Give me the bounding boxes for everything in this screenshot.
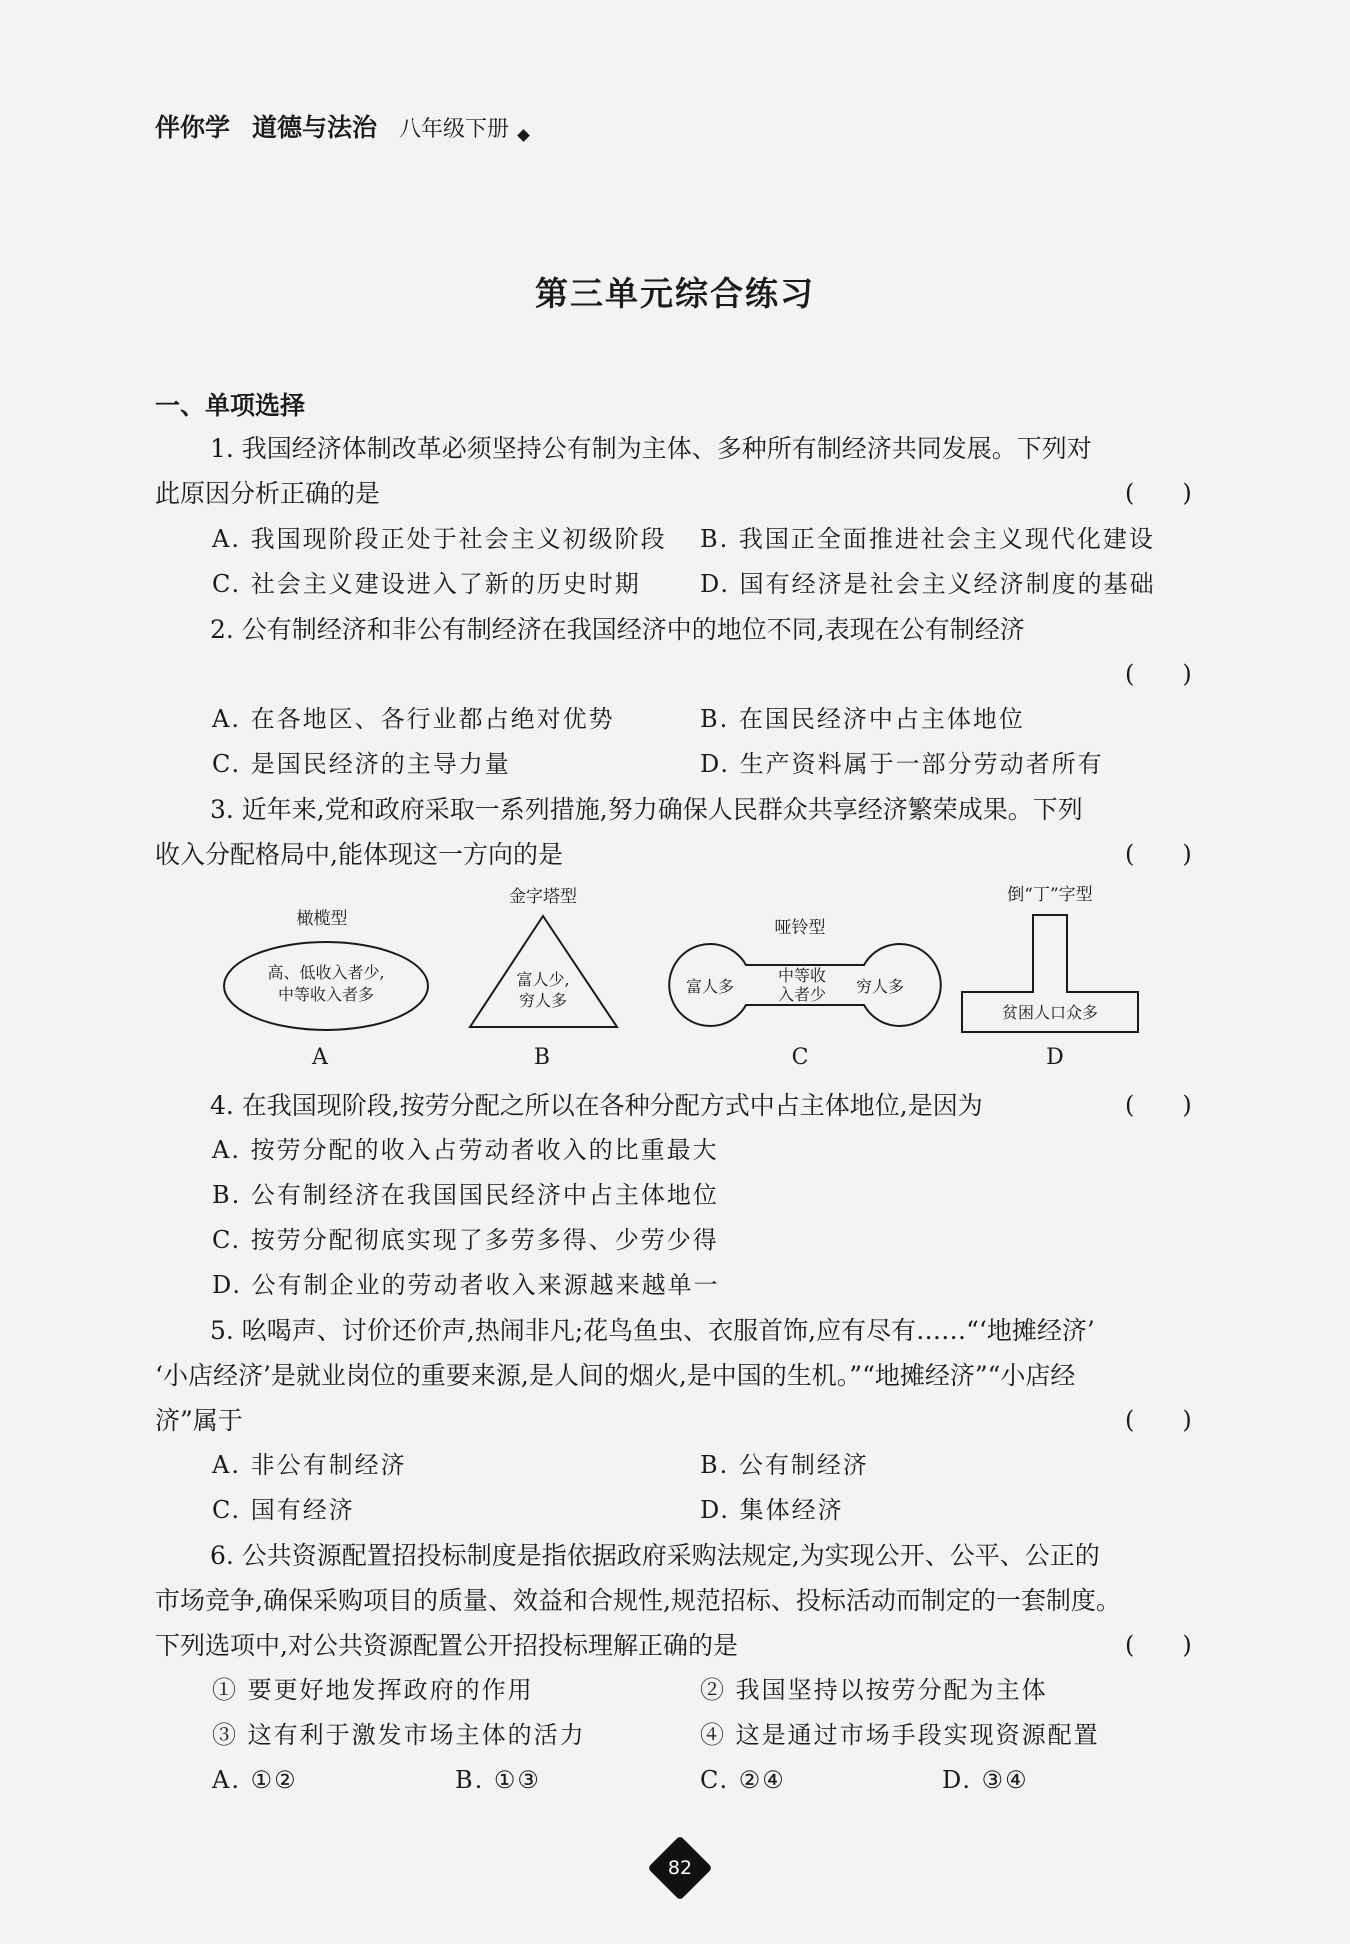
figure-c-left: 富人多 [685, 977, 735, 996]
figure-c-mid2: 入者少 [777, 985, 827, 1004]
q6-option-a[interactable]: A. ①② [212, 1766, 298, 1794]
figure-c-label: C [791, 1045, 809, 1070]
figure-a-title: 橄榄型 [296, 909, 348, 929]
page-number: 82 [667, 1857, 693, 1879]
q6-statement-4: ④ 这是通过市场手段实现资源配置 [700, 1721, 1100, 1749]
figure-a-olive[interactable] [224, 909, 428, 1070]
q6-option-d[interactable]: D. ③④ [942, 1766, 1029, 1794]
q1-answer-blank[interactable]: ( ) [1125, 479, 1192, 507]
q3-stem-line1: 3. 近年来,党和政府采取一系列措施,努力确保人民群众共享经济繁荣成果。下列 [210, 795, 1083, 824]
q6-stem-line1: 6. 公共资源配置招投标制度是指依据政府采购法规定,为实现公开、公平、公正的 [210, 1541, 1100, 1570]
figure-a-text2: 中等收入者多 [277, 985, 375, 1004]
q5-answer-blank[interactable]: ( ) [1125, 1406, 1192, 1434]
q1-option-d[interactable]: D. 国有经济是社会主义经济制度的基础 [700, 570, 1156, 598]
figure-c-dumbbell[interactable] [669, 918, 941, 1070]
q3-stem-line2: 收入分配格局中,能体现这一方向的是 [155, 840, 563, 869]
q1-stem-line1: 1. 我国经济体制改革必须坚持公有制为主体、多种所有制经济共同发展。下列对 [210, 434, 1092, 463]
q2-answer-blank[interactable]: ( ) [1125, 660, 1192, 688]
q6-stem-line2: 市场竞争,确保采购项目的质量、效益和合规性,规范招标、投标活动而制定的一套制度。 [155, 1586, 1121, 1615]
figure-b-text2: 穷人多 [518, 991, 568, 1010]
q2-option-c[interactable]: C. 是国民经济的主导力量 [212, 750, 511, 778]
section-heading: 一、单项选择 [155, 391, 306, 420]
figure-c-title: 哑铃型 [774, 918, 826, 938]
q5-stem-line3: 济”属于 [155, 1406, 243, 1435]
q5-option-a[interactable]: A. 非公有制经济 [212, 1451, 407, 1479]
q4-option-b[interactable]: B. 公有制经济在我国国民经济中占主体地位 [212, 1181, 719, 1209]
figure-c-mid1: 中等收 [777, 966, 827, 985]
figure-b-label: B [533, 1045, 551, 1070]
q1-option-b[interactable]: B. 我国正全面推进社会主义现代化建设 [700, 525, 1155, 553]
q2-stem-line1: 2. 公有制经济和非公有制经济在我国经济中的地位不同,表现在公有制经济 [210, 615, 1025, 644]
q4-answer-blank[interactable]: ( ) [1125, 1091, 1192, 1119]
q4-option-d[interactable]: D. 公有制企业的劳动者收入来源越来越单一 [212, 1271, 720, 1299]
q2-option-b[interactable]: B. 在国民经济中占主体地位 [700, 705, 1025, 733]
q6-stem-line3: 下列选项中,对公共资源配置公开招投标理解正确的是 [155, 1631, 738, 1660]
q4-stem-line1: 4. 在我国现阶段,按劳分配之所以在各种分配方式中占主体地位,是因为 [210, 1091, 983, 1120]
header-grade: 八年级下册 [399, 117, 510, 142]
q6-option-b[interactable]: B. ①③ [455, 1766, 541, 1794]
q4-option-a[interactable]: A. 按劳分配的收入占劳动者收入的比重最大 [212, 1136, 719, 1164]
q1-option-c[interactable]: C. 社会主义建设进入了新的历史时期 [212, 570, 641, 598]
q1-stem-line2: 此原因分析正确的是 [155, 479, 381, 508]
q5-option-b[interactable]: B. 公有制经济 [700, 1451, 869, 1479]
figure-c-right: 穷人多 [855, 977, 905, 996]
q6-statement-3: ③ 这有利于激发市场主体的活力 [212, 1721, 586, 1749]
q5-option-d[interactable]: D. 集体经济 [700, 1496, 844, 1524]
figure-d-label: D [1046, 1045, 1064, 1070]
q3-answer-blank[interactable]: ( ) [1125, 840, 1192, 868]
q2-option-a[interactable]: A. 在各地区、各行业都占绝对优势 [212, 705, 615, 733]
q5-stem-line2: ‘小店经济’是就业岗位的重要来源,是人间的烟火,是中国的生机。”“地摊经济”“小店经 [155, 1361, 1076, 1390]
header-series: 伴你学 [155, 113, 231, 142]
q4-option-c[interactable]: C. 按劳分配彻底实现了多劳多得、少劳少得 [212, 1226, 719, 1254]
diamond-icon [517, 129, 530, 142]
header-subject: 道德与法治 [252, 113, 378, 142]
book-header [155, 108, 528, 144]
figure-d-inverted-t[interactable] [962, 885, 1138, 1070]
figure-d-text: 贫困人口众多 [1001, 1003, 1099, 1022]
page-title: 第三单元综合练习 [535, 274, 815, 313]
figure-a-label: A [312, 1045, 328, 1070]
q5-stem-line1: 5. 吆喝声、讨价还价声,热闹非凡;花鸟鱼虫、衣服首饰,应有尽有……“‘地摊经济’ [210, 1316, 1095, 1345]
q3-figures [0, 870, 1350, 1080]
figure-b-title: 金字塔型 [509, 887, 577, 907]
q2-option-d[interactable]: D. 生产资料属于一部分劳动者所有 [700, 750, 1104, 778]
q1-option-a[interactable]: A. 我国现阶段正处于社会主义初级阶段 [212, 525, 667, 553]
q6-statement-1: ① 要更好地发挥政府的作用 [212, 1676, 534, 1704]
page-number-badge [657, 1845, 703, 1891]
figure-b-pyramid[interactable] [470, 887, 617, 1070]
q5-option-c[interactable]: C. 国有经济 [212, 1496, 355, 1524]
q6-answer-blank[interactable]: ( ) [1125, 1631, 1192, 1659]
figure-d-title: 倒“丁”字型 [1007, 885, 1093, 905]
figure-a-text1: 高、低收入者少, [267, 963, 385, 982]
q6-option-c[interactable]: C. ②④ [700, 1766, 786, 1794]
figure-b-text1: 富人少, [516, 970, 570, 989]
q6-statement-2: ② 我国坚持以按劳分配为主体 [700, 1676, 1048, 1704]
